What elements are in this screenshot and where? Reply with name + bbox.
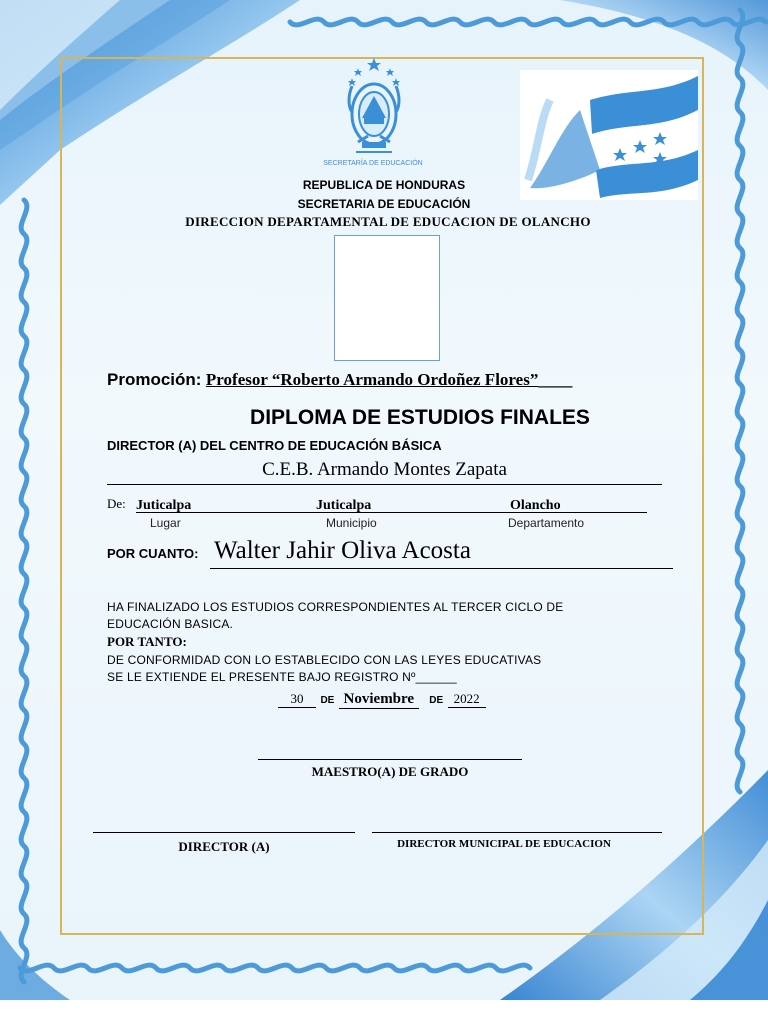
school-name-line — [107, 458, 662, 485]
student-name: Walter Jahir Oliva Acosta — [214, 537, 471, 564]
seal-caption: SECRETARÍA DE EDUCACIÓN — [323, 160, 423, 167]
lugar-caption: Lugar — [150, 516, 181, 530]
promocion-colon: : — [195, 370, 202, 389]
body-line-1: HA FINALIZADO LOS ESTUDIOS CORRESPONDIENTES AL TERCER CICLO DE — [107, 600, 564, 614]
honduras-flag-icon — [520, 70, 698, 200]
maestro-signature-line — [258, 758, 522, 760]
promocion-line — [107, 370, 667, 390]
date-line — [278, 690, 486, 709]
body-line-3: DE CONFORMIDAD CON LO ESTABLECIDO CON LAS LEYES EDUCATIVAS — [107, 653, 542, 667]
departamento-caption: Departamento — [508, 516, 585, 530]
body-line-2: EDUCACIÓN BASICA. — [107, 617, 234, 631]
coat-of-arms-seal-icon — [338, 56, 410, 176]
director-municipal-label: DIRECTOR MUNICIPAL DE EDUCACION — [397, 838, 611, 850]
student-name-line — [210, 536, 673, 569]
bottom-cord — [20, 965, 530, 971]
promocion-value: Profesor “Roberto Armando Ordoñez Flores” — [205, 370, 539, 389]
date-day: 30 — [278, 691, 316, 708]
left-cord — [21, 200, 27, 982]
right-cord — [737, 10, 743, 792]
promocion-trail: ____ — [538, 370, 573, 389]
school-name: C.E.B. Armando Montes Zapata — [262, 459, 507, 480]
por-cuanto-label: POR CUANTO: — [107, 546, 199, 561]
maestro-label: MAESTRO(A) DE GRADO — [311, 764, 469, 779]
date-year: 2022 — [448, 691, 486, 708]
date-de-2: DE — [429, 695, 444, 706]
director-centro-label: DIRECTOR (A) DEL CENTRO DE EDUCACIÓN BÁSICA — [107, 438, 442, 453]
registro-text: SE LE EXTIENDE EL PRESENTE BAJO REGISTRO Nº — [107, 670, 416, 684]
republic-heading: REPUBLICA DE HONDURAS — [302, 178, 466, 192]
director-label: DIRECTOR (A) — [178, 839, 270, 854]
departamento-value: Olancho — [510, 498, 561, 513]
municipio-line — [306, 496, 492, 513]
secretaria-heading: SECRETARIA DE EDUCACIÓN — [297, 197, 471, 211]
registro-blank: ______ — [415, 670, 457, 684]
de-label: De: — [107, 496, 126, 511]
municipio-value: Juticalpa — [316, 498, 372, 513]
diploma-title: DIPLOMA DE ESTUDIOS FINALES — [250, 406, 590, 429]
municipio-caption: Municipio — [326, 516, 377, 530]
departamento-line — [492, 496, 647, 513]
lugar-line — [136, 496, 306, 513]
direccion-heading: DIRECCION DEPARTAMENTAL DE EDUCACION DE OLANCHO — [185, 214, 591, 229]
date-month: Noviembre — [339, 691, 419, 709]
director-municipal-signature-line — [372, 831, 662, 833]
director-signature-line — [93, 831, 355, 833]
lugar-value: Juticalpa — [136, 498, 192, 513]
por-tanto-label: POR TANTO: — [107, 634, 187, 649]
promocion-label: Promoción — [107, 370, 196, 389]
photo-box — [334, 235, 440, 361]
date-de-1: DE — [320, 695, 335, 706]
body-line-4 — [107, 670, 457, 684]
